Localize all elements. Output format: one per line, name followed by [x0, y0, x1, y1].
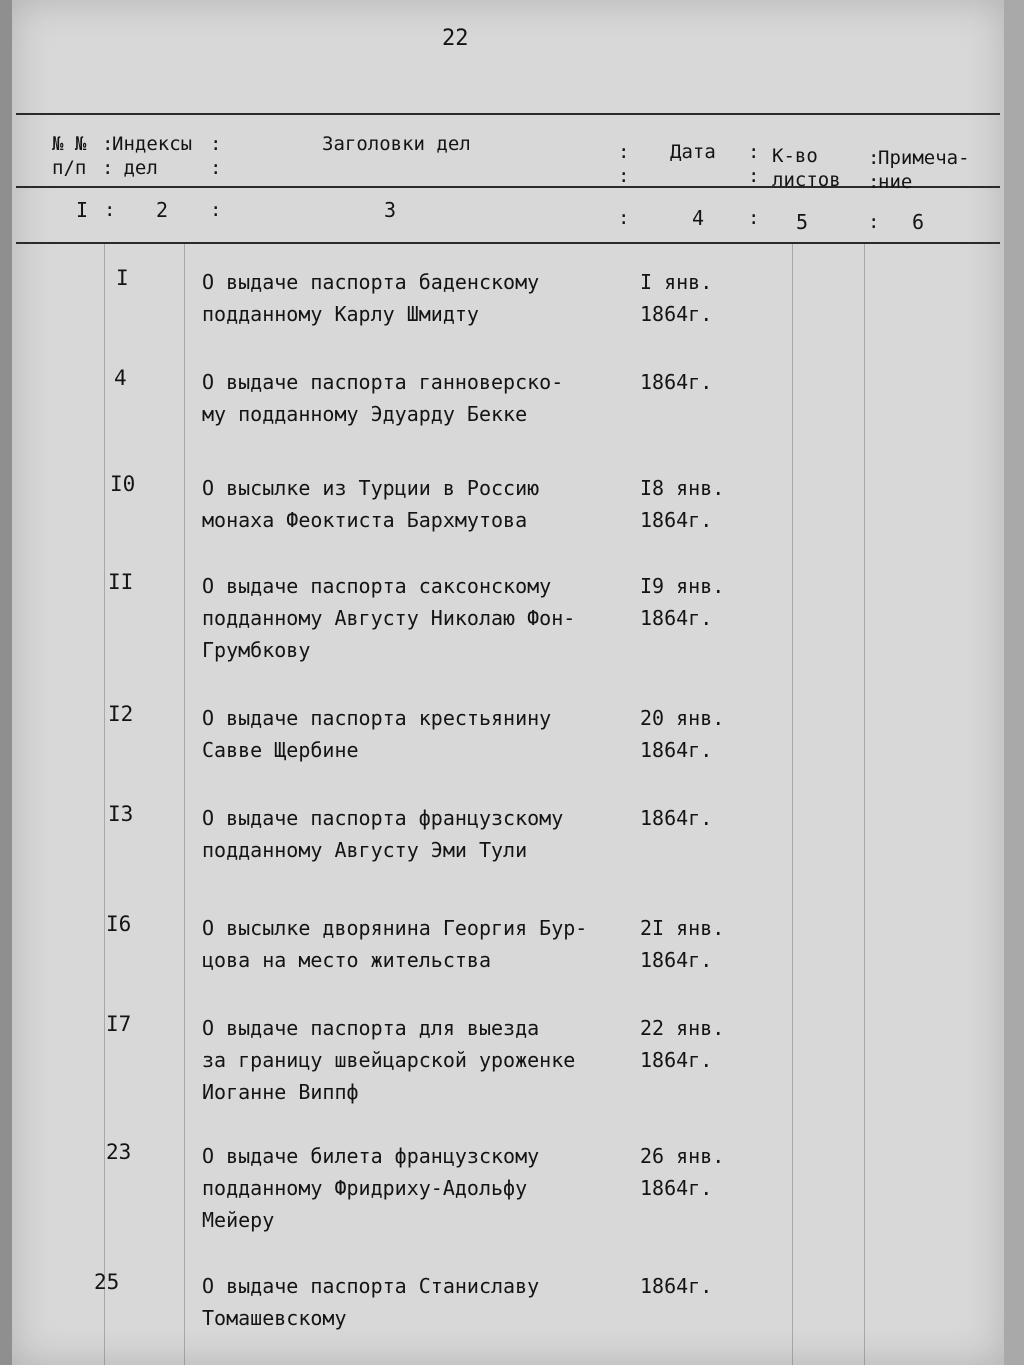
row-date: I янв. 1864г.: [640, 270, 713, 326]
row-date: 1864г.: [640, 806, 713, 830]
header-separator: :: [618, 207, 630, 229]
row-title: О выдаче паспорта французскому подданному Августу Эми Тули: [202, 806, 564, 862]
page-number: 22: [442, 26, 469, 51]
column-number: 6: [912, 210, 925, 234]
row-index: I6: [106, 912, 132, 936]
row-index: I3: [108, 802, 134, 826]
header-top-rule: [16, 113, 1000, 115]
column-divider: [184, 244, 185, 1365]
header-separator: : :: [868, 147, 880, 193]
column-number: 3: [384, 198, 397, 222]
row-index: I: [116, 266, 129, 290]
header-separator: : :: [102, 133, 114, 179]
column-divider: [104, 244, 105, 1365]
header-col-notes: Примеча- ние: [878, 147, 970, 193]
row-title: О выдаче паспорта ганноверско- му подданному Эдуарду Бекке: [202, 370, 564, 426]
row-date: I8 янв. 1864г.: [640, 476, 725, 532]
row-title: О выдаче билета французскому подданному Фридриху-Адольфу Мейеру: [202, 1144, 540, 1232]
row-date: 2I янв. 1864г.: [640, 916, 725, 972]
row-title: О выдаче паспорта для выезда за границу швейцарской уроженке Иоганне Виппф: [202, 1016, 576, 1104]
column-number: 5: [796, 210, 809, 234]
row-index: 4: [114, 366, 127, 390]
document-page: [12, 0, 1004, 1365]
column-number: I: [76, 198, 89, 222]
row-date: I9 янв. 1864г.: [640, 574, 725, 630]
header-separator: : :: [618, 141, 630, 187]
row-index: I2: [108, 702, 134, 726]
row-date: 1864г.: [640, 1274, 713, 1298]
row-title: О выдаче паспорта саксонскому подданному Августу Николаю Фон- Грумбкову: [202, 574, 576, 662]
page-edge: [0, 0, 12, 1365]
row-index: 25: [94, 1270, 120, 1294]
header-bottom-rule: [16, 242, 1000, 244]
header-separator: : :: [210, 133, 222, 179]
row-date: 22 янв. 1864г.: [640, 1016, 725, 1072]
row-index: I7: [106, 1012, 132, 1036]
header-separator: :: [868, 211, 880, 233]
header-col-sheets: К-во листов: [772, 145, 841, 191]
column-divider: [792, 244, 793, 1365]
column-number: 2: [156, 198, 169, 222]
header-col-number: № № п/п: [52, 133, 87, 179]
header-separator: :: [748, 207, 760, 229]
column-divider: [864, 244, 865, 1365]
header-col-date: Дата: [670, 141, 716, 163]
header-separator: : :: [748, 141, 760, 187]
row-index: II: [108, 570, 134, 594]
row-date: 26 янв. 1864г.: [640, 1144, 725, 1200]
header-middle-rule: [16, 186, 1000, 188]
column-number: 4: [692, 206, 705, 230]
header-separator: :: [104, 199, 116, 221]
header-separator: :: [210, 199, 222, 221]
header-col-index: Индексы дел: [112, 133, 193, 179]
row-title: О высылке из Турции в Россию монаха Феоктиста Бархмутова: [202, 476, 540, 532]
row-title: О высылке дворянина Георгия Бур- цова на место жительства: [202, 916, 588, 972]
row-title: О выдаче паспорта Станиславу Томашевскому: [202, 1274, 540, 1330]
row-date: 20 янв. 1864г.: [640, 706, 725, 762]
row-title: О выдаче паспорта крестьянину Савве Щербине: [202, 706, 552, 762]
row-date: 1864г.: [640, 370, 713, 394]
row-title: О выдаче паспорта баденскому подданному Карлу Шмидту: [202, 270, 540, 326]
row-index: I0: [110, 472, 136, 496]
header-col-title: Заголовки дел: [322, 133, 471, 155]
row-index: 23: [106, 1140, 132, 1164]
